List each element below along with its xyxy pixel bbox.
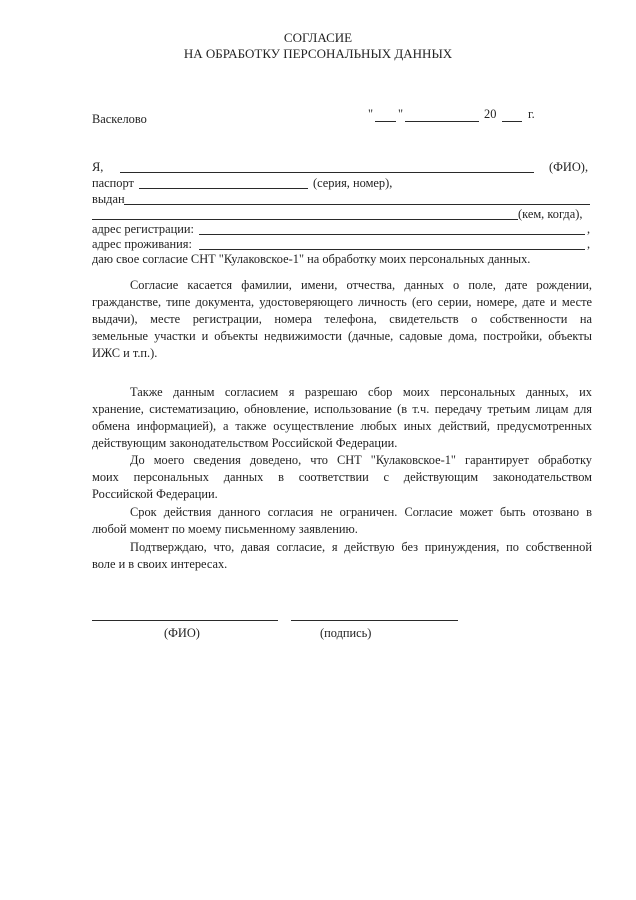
issued-field[interactable]: [124, 204, 590, 205]
place-name: Васкелово: [92, 112, 147, 126]
paragraph-line: гражданстве, типе документа, удостоверяющего личность (его серии, номере, дате и месте: [92, 295, 592, 309]
paragraph-line: обмена информацией), а также осуществление любых иных действий, предусмотренных: [92, 419, 592, 433]
signature-fio-label: (ФИО): [164, 626, 200, 640]
passport-field[interactable]: [139, 188, 308, 189]
ya-label: Я,: [92, 160, 104, 174]
signature-sign-field[interactable]: [291, 620, 458, 621]
year-suffix: г.: [528, 107, 535, 121]
reg-address-label: адрес регистрации:: [92, 222, 194, 236]
live-address-field[interactable]: [199, 249, 585, 250]
reg-address-comma: ,: [587, 222, 591, 236]
paragraph-line: моих персональных данных в соответствии с действующим законодательством: [92, 470, 592, 484]
passport-hint: (серия, номер),: [313, 176, 393, 190]
signature-fio-field[interactable]: [92, 620, 278, 621]
issued-field-continued[interactable]: [92, 219, 518, 220]
month-field[interactable]: [405, 121, 479, 122]
paragraph-line: ИЖС и т.п.).: [92, 346, 158, 360]
document-subtitle: НА ОБРАБОТКУ ПЕРСОНАЛЬНЫХ ДАННЫХ: [183, 46, 453, 61]
paragraph-scope: [92, 277, 592, 362]
paragraph-line: выдачи), месте регистрации, номера телефона, свидетельств о собственности на: [92, 312, 592, 326]
paragraph-line: До моего сведения доведено, что СНТ "Кулаковское-1" гарантирует обработку: [130, 453, 592, 467]
year-prefix: 20: [484, 107, 497, 121]
paragraph-line: действующим законодательством Российской Федерации.: [92, 436, 398, 450]
date-quote-open: ": [368, 107, 374, 121]
paragraph-term: [92, 504, 592, 538]
live-address-label: адрес проживания:: [92, 237, 192, 251]
paragraph-line: земельные участки и объекты недвижимости (дачные, садовые дома, постройки, объекты: [92, 329, 592, 343]
issued-label: выдан: [92, 192, 125, 206]
paragraph-line: хранение, систематизацию, обновление, использование (в т.ч. передачу третьим лицам для: [92, 402, 592, 416]
signature-sign-label: (подпись): [320, 626, 372, 640]
live-address-comma: ,: [587, 237, 591, 251]
document-title: СОГЛАСИЕ: [283, 30, 353, 45]
reg-address-field[interactable]: [199, 234, 585, 235]
paragraph-line: Подтверждаю, что, давая согласие, я действую без принуждения, по собственной: [130, 540, 592, 554]
date-quote-close: ": [398, 107, 404, 121]
fio-hint: (ФИО),: [549, 160, 589, 174]
issued-hint: (кем, когда),: [518, 207, 583, 221]
day-field[interactable]: [375, 121, 396, 122]
paragraph-line: Согласие касается фамилии, имени, отчества, данных о поле, дате рождении,: [130, 278, 592, 292]
paragraph-permission: [92, 384, 592, 452]
paragraph-line: Срок действия данного согласия не ограничен. Согласие может быть отозвано в: [130, 505, 592, 519]
paragraph-line: Российской Федерации.: [92, 487, 218, 501]
passport-label: паспорт: [92, 176, 134, 190]
consent-statement: даю свое согласие СНТ "Кулаковское-1" на обработку моих персональных данных.: [92, 252, 531, 266]
paragraph-line: Также данным согласием я разрешаю сбор моих персональных данных, их: [130, 385, 592, 399]
paragraph-confirmation: [92, 539, 592, 573]
fio-field[interactable]: [120, 172, 534, 173]
paragraph-line: любой момент по моему письменному заявлению.: [92, 522, 358, 536]
year-field[interactable]: [502, 121, 522, 122]
paragraph-guarantee: [92, 452, 592, 503]
paragraph-line: воле и в своих интересах.: [92, 557, 228, 571]
